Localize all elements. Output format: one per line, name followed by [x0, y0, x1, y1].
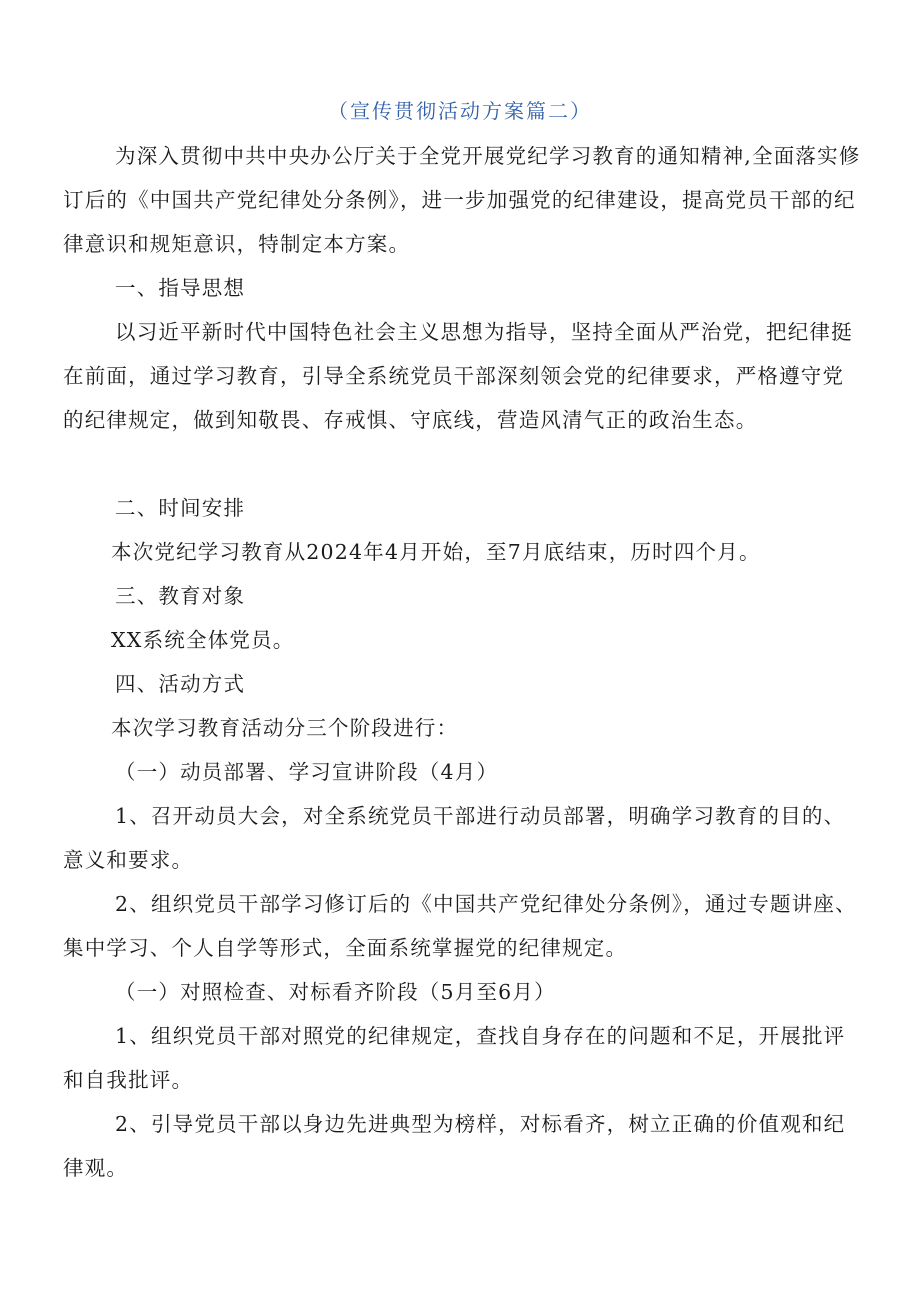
document-title: （宣传贯彻活动方案篇二） [328, 99, 592, 123]
section-heading-method: 四、活动方式 [115, 672, 246, 696]
stage-two-item-1: 1、组织党员干部对照党的纪律规定，查找自身存在的问题和不足，开展批评和自我批评。 [63, 1024, 846, 1092]
stage-one-heading: （一）动员部署、学习宣讲阶段（4月） [115, 760, 499, 784]
section-heading-guiding-ideology: 一、指导思想 [115, 276, 246, 300]
stage-one-item-2: 2、组织党员干部学习修订后的《中国共产党纪律处分条例》，通过专题讲座、集中学习、个人自学等形式，全面系统掌握党的纪律规定。 [63, 892, 857, 960]
schedule-paragraph: 本次党纪学习教育从2024年4月开始，至7月底结束，历时四个月。 [111, 540, 761, 564]
stage-two-heading: （一）对照检查、对标看齐阶段（5月至6月） [115, 980, 556, 1004]
method-paragraph: 本次学习教育活动分三个阶段进行： [111, 716, 459, 740]
section-heading-target: 三、教育对象 [115, 584, 246, 608]
stage-one-item-1: 1、召开动员大会，对全系统党员干部进行动员部署，明确学习教育的目的、意义和要求。 [63, 804, 846, 872]
intro-paragraph: 为深入贯彻中共中央办公厅关于全党开展党纪学习教育的通知精神,全面落实修订后的《中国共产党纪律处分条例》，进一步加强党的纪律建设，提高党员干部的纪律意识和规矩意识，特制定本方案。 [63, 144, 861, 256]
target-paragraph: XX系统全体党员。 [111, 628, 295, 652]
stage-two-item-2: 2、引导党员干部以身边先进典型为榜样，对标看齐，树立正确的价值观和纪律观。 [63, 1112, 846, 1180]
guiding-ideology-paragraph: 以习近平新时代中国特色社会主义思想为指导，坚持全面从严治党，把纪律挺在前面，通过学习教育，引导全系统党员干部深刻领会党的纪律要求，严格遵守党的纪律规定，做到知敬畏、存戒惧、守底线，营造风清气正的政治生态。 [63, 320, 853, 432]
section-heading-schedule: 二、时间安排 [115, 496, 246, 520]
